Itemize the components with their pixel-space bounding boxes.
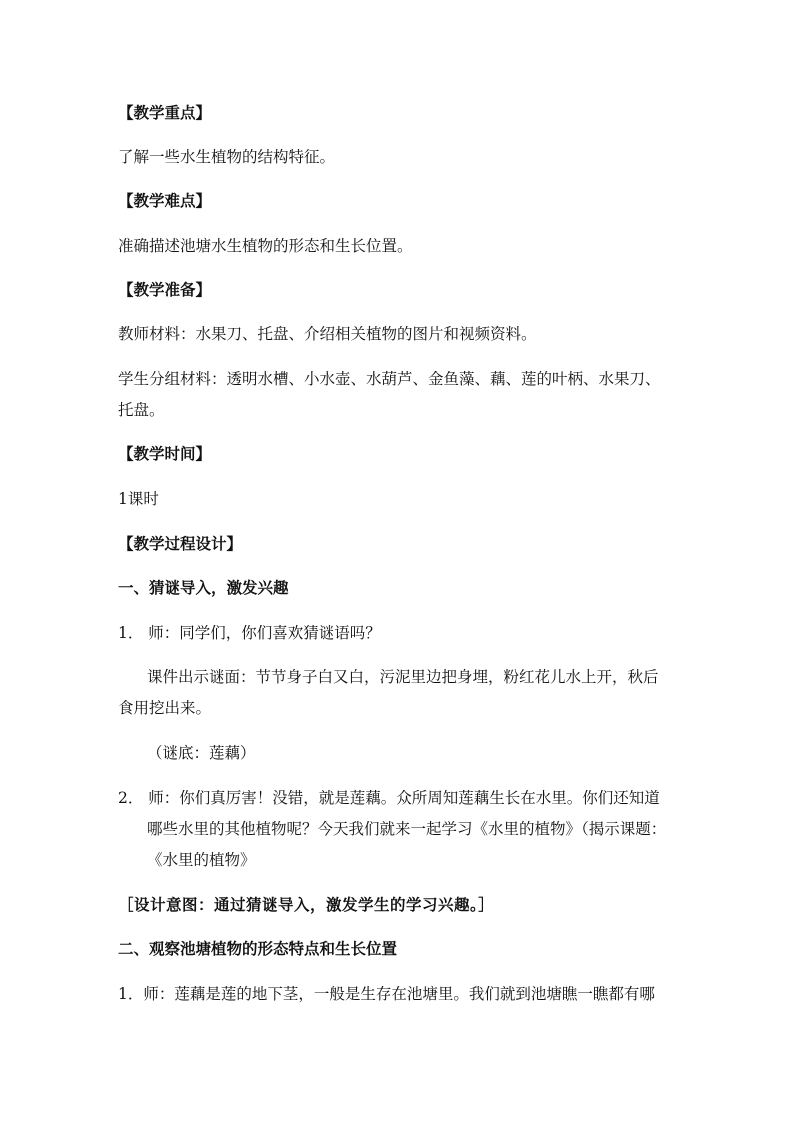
riddle-line1: 课件出示谜面：节节身子白又白，污泥里边把身埋，粉红花儿水上开，秋后: [147, 668, 659, 686]
design-intent-note: ［设计意图：通过猜谜导入，激发学生的学习兴趣。］: [118, 895, 495, 914]
focus-text: 了解一些水生植物的结构特征。: [118, 148, 336, 166]
difficulty-text: 准确描述池塘水生植物的形态和生长位置。: [118, 237, 413, 255]
part1-item2-line3: 《水里的植物》: [147, 851, 256, 869]
riddle-answer: （谜底：莲藕）: [147, 744, 256, 762]
process-heading: 【教学过程设计】: [118, 534, 243, 553]
part1-item1: 1． 师：同学们，你们喜欢猜谜语吗？: [118, 624, 381, 642]
part2-heading: 二、观察池塘植物的形态特点和生长位置: [118, 939, 398, 958]
prep-heading: 【教学准备】: [118, 280, 212, 299]
time-heading: 【教学时间】: [118, 444, 212, 463]
part1-item2-line1: 2． 师：你们真厉害！没错，就是莲藕。众所周知莲藕生长在水里。你们还知道: [118, 789, 660, 807]
prep-student-text-line1: 学生分组材料：透明水槽、小水壶、水葫芦、金鱼藻、藕、莲的叶柄、水果刀、: [118, 370, 661, 388]
prep-teacher-text: 教师材料：水果刀、托盘、介绍相关植物的图片和视频资料。: [118, 325, 537, 343]
riddle-line2: 食用挖出来。: [118, 699, 212, 717]
part1-item2-line2: 哪些水里的其他植物呢？今天我们就来一起学习《水里的植物》（揭示课题：: [147, 820, 667, 838]
focus-heading: 【教学重点】: [118, 103, 212, 122]
part1-heading: 一、猜谜导入，激发兴趣: [118, 578, 289, 597]
time-text: 1课时: [118, 490, 159, 508]
part2-item1: 1．师：莲藕是莲的地下茎，一般是生存在池塘里。我们就到池塘瞧一瞧都有哪: [118, 985, 655, 1003]
difficulty-heading: 【教学难点】: [118, 191, 212, 210]
prep-student-text-line2: 托盘。: [118, 401, 165, 419]
